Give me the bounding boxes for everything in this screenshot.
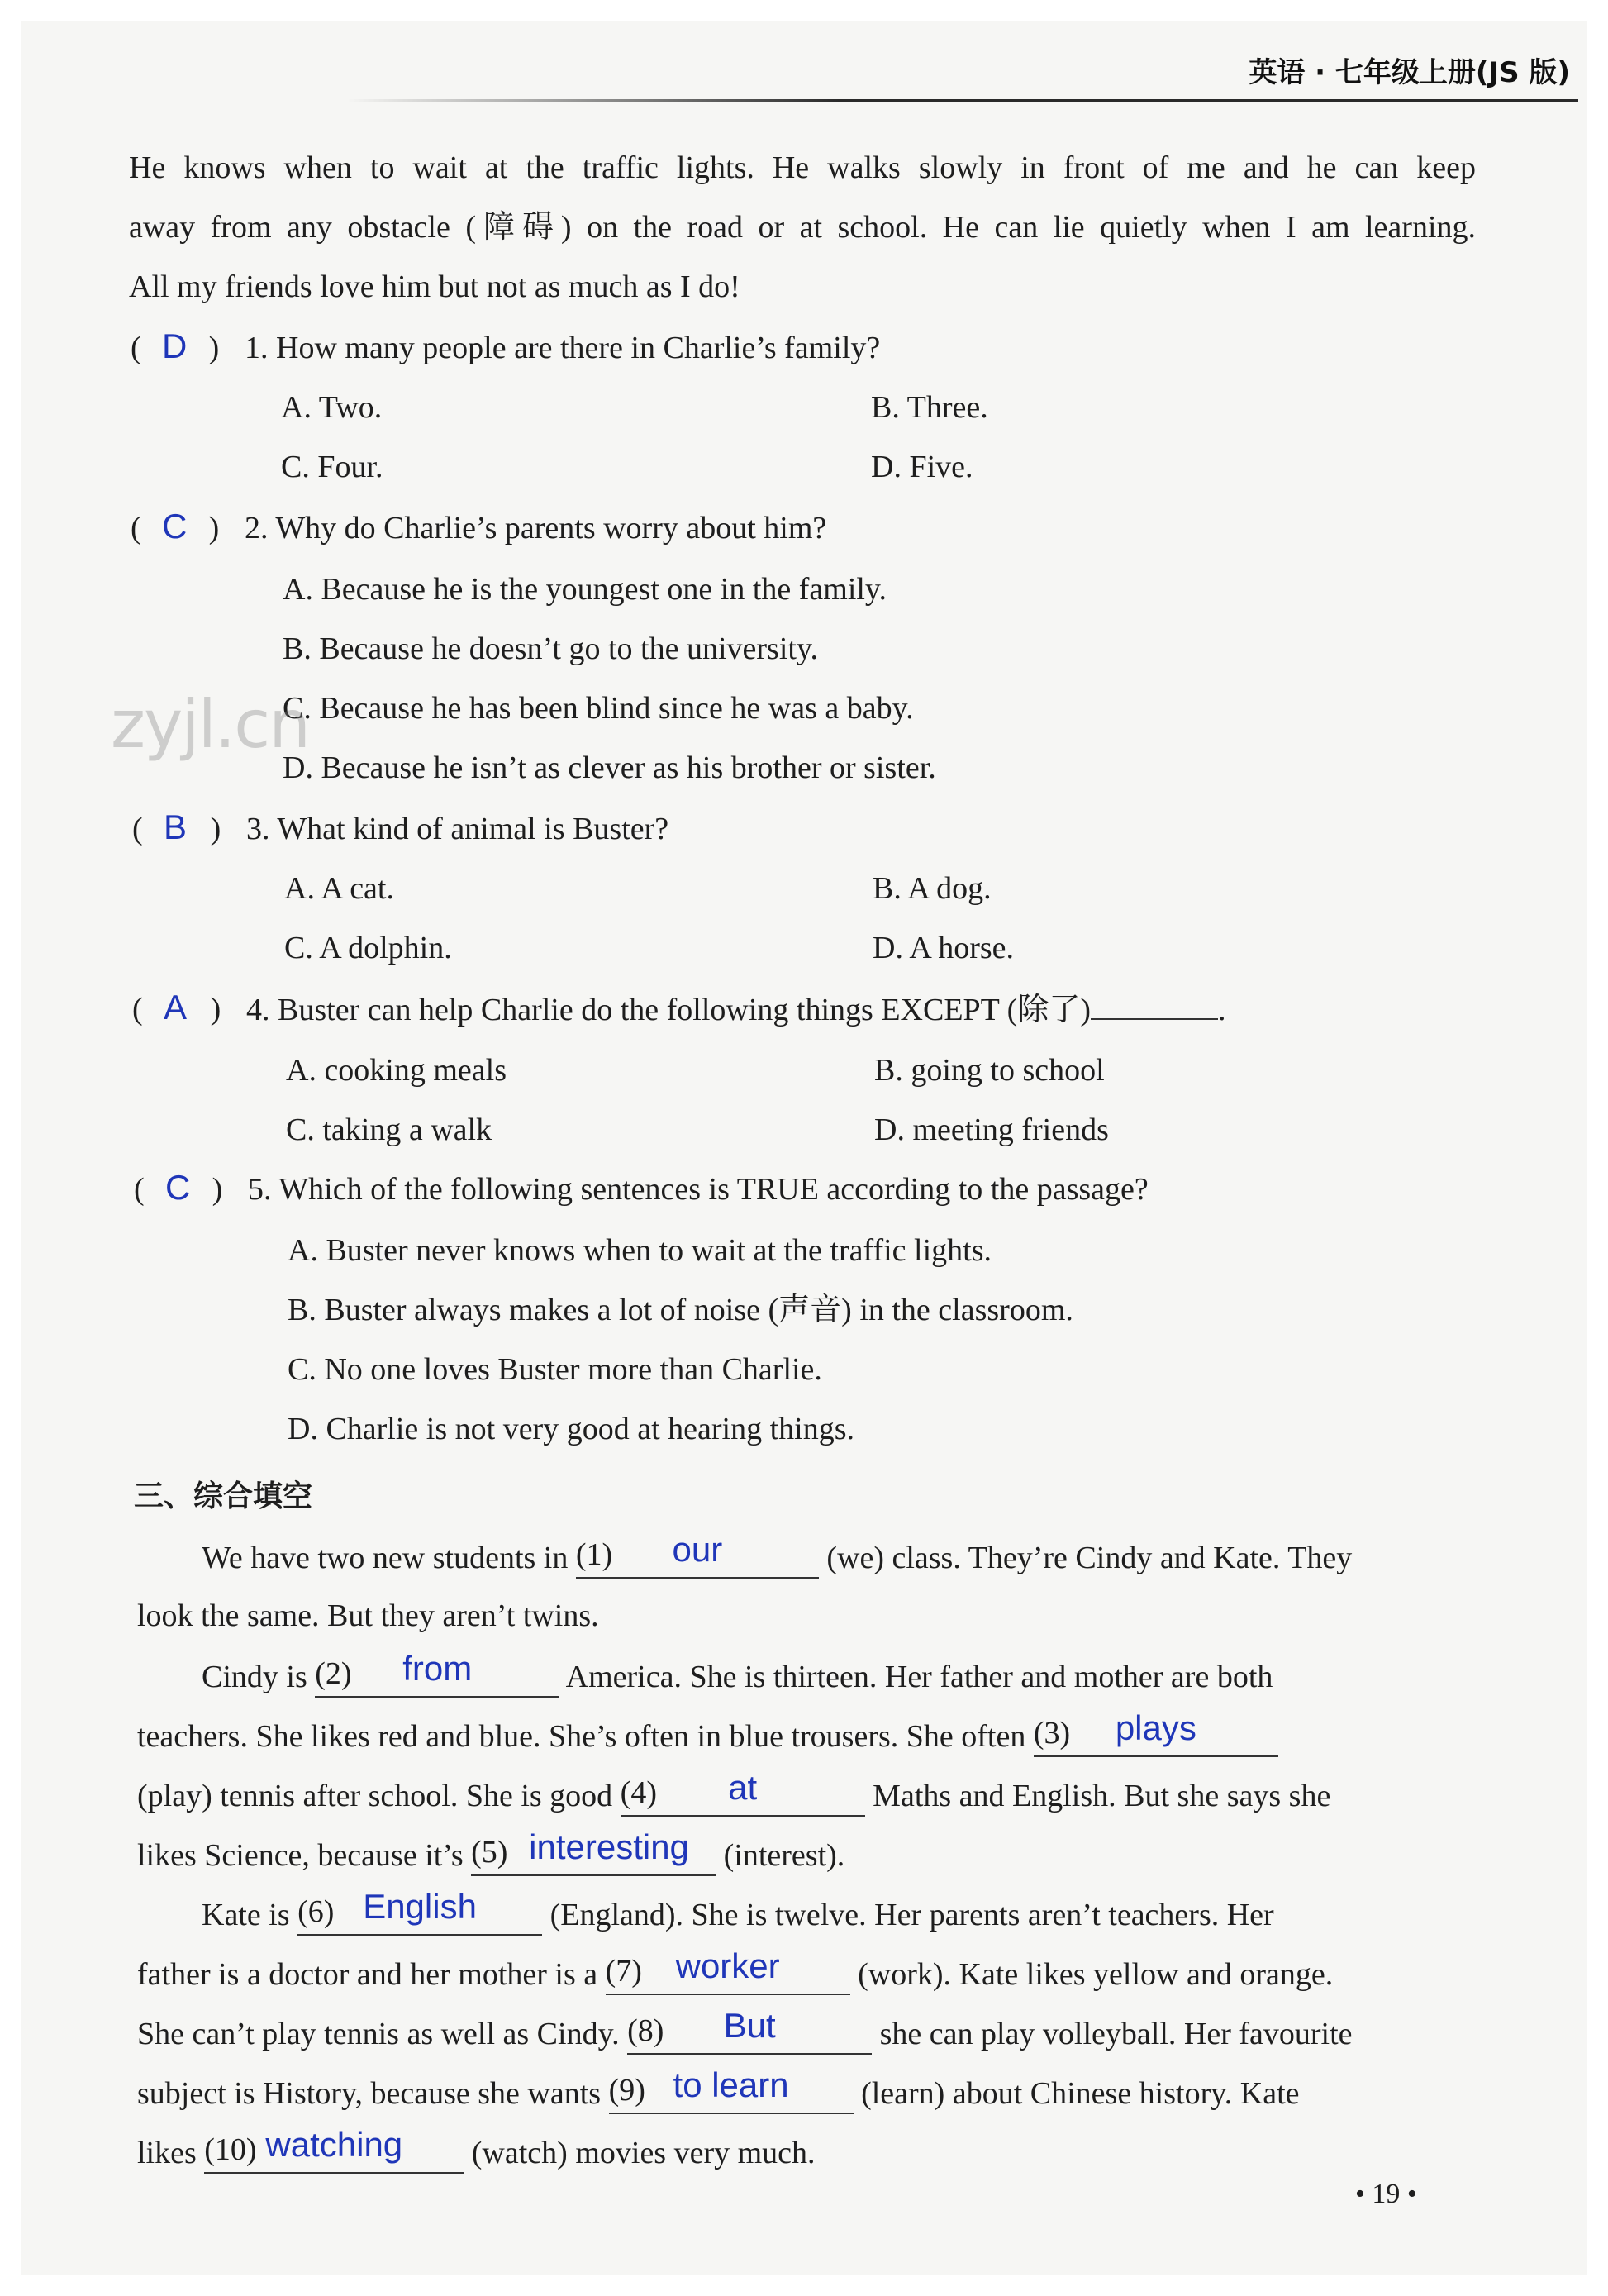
section-title: 三、综合填空	[134, 1479, 313, 1513]
answer-choice: D	[162, 326, 188, 365]
option: B. A dog.	[873, 871, 992, 906]
blank-answer: from	[402, 1649, 473, 1688]
passage-line: away from any obstacle (障碍) on the road or at school. He can lie quietly when I am learning.	[129, 210, 1476, 245]
fill-blank	[204, 2125, 464, 2174]
cloze-text: We have two new students in	[202, 1541, 569, 1575]
page-header: 英语 · 七年级上册(JS 版)	[1249, 56, 1570, 89]
blank-answer: watching	[265, 2125, 403, 2164]
answer-bracket: ( ) D	[131, 326, 220, 365]
cloze-line	[137, 2125, 816, 2174]
option: D. Because he isn’t as clever as his brother or sister.	[283, 750, 936, 785]
blank-number: (3)	[1033, 1716, 1071, 1751]
cloze-text: teachers. She likes red and blue. She’s often in blue trousers. She often	[137, 1719, 1026, 1754]
cloze-line	[137, 2006, 1353, 2055]
fill-blank	[627, 2006, 872, 2055]
question-stem: 2. Why do Charlie’s parents worry about him?	[245, 511, 827, 545]
fill-blank	[315, 1649, 559, 1698]
page-number: • 19 •	[1355, 2179, 1417, 2209]
option: B. Buster always makes a lot of noise (声音) in the classroom.	[288, 1293, 1073, 1327]
fill-blank	[1033, 1708, 1278, 1757]
option: C. A dolphin.	[284, 931, 452, 965]
fill-blank	[471, 1827, 716, 1876]
cloze-text: America. She is thirteen. Her father and mother are both	[565, 1660, 1273, 1694]
cloze-line	[137, 1946, 1334, 1995]
cloze-text: (watch) movies very much.	[471, 2136, 816, 2170]
cloze-line	[137, 1768, 1331, 1817]
cloze-text: father is a doctor and her mother is a	[137, 1957, 598, 1992]
blank-answer: English	[363, 1887, 477, 1926]
blank-answer: to learn	[673, 2065, 789, 2104]
question-stem: 1. How many people are there in Charlie’s family?	[245, 331, 881, 365]
cloze-text: (England). She is twelve. Her parents aren’t teachers. Her	[549, 1898, 1274, 1932]
cloze-line	[137, 1708, 1278, 1757]
blank-number: (7)	[605, 1954, 642, 1989]
blank-answer: But	[723, 2006, 776, 2045]
cloze-text: Kate is	[202, 1898, 290, 1932]
cloze-text: (play) tennis after school. She is good	[137, 1779, 613, 1813]
cloze-text: (interest).	[723, 1838, 845, 1873]
fill-blank	[605, 1946, 850, 1995]
blank-number: (4)	[620, 1775, 657, 1810]
question-stem: 4. Buster can help Charlie do the following things EXCEPT (除了) .	[246, 988, 1226, 1031]
cloze-line	[202, 1530, 1353, 1579]
cloze-text: (work). Kate likes yellow and orange.	[858, 1957, 1334, 1992]
header-rule	[347, 99, 1578, 102]
blank-answer: worker	[675, 1946, 780, 1985]
blank-answer: interesting	[529, 1827, 689, 1866]
question-stem: 5. Which of the following sentences is TRUE according to the passage?	[248, 1172, 1149, 1207]
cloze-text: (learn) about Chinese history. Kate	[861, 2076, 1300, 2111]
option: A. cooking meals	[286, 1053, 507, 1088]
blank-number: (5)	[471, 1835, 508, 1870]
cloze-text: Cindy is	[202, 1660, 307, 1694]
option: C. Four.	[281, 450, 383, 484]
option: D. A horse.	[873, 931, 1014, 965]
question-stem: 3. What kind of animal is Buster?	[246, 812, 669, 846]
cloze-line	[137, 1827, 845, 1876]
option: A. Two.	[281, 390, 383, 425]
passage-line: All my friends love him but not as much as I do!	[129, 269, 740, 304]
option: B. Because he doesn’t go to the university.	[283, 631, 818, 666]
answer-blank-line	[1091, 988, 1218, 1020]
blank-answer: plays	[1115, 1708, 1196, 1747]
answer-choice: C	[165, 1168, 191, 1207]
answer-bracket: ( ) B	[132, 807, 221, 846]
fill-blank	[608, 2065, 854, 2114]
cloze-line	[202, 1887, 1274, 1936]
cloze-text: subject is History, because she wants	[137, 2076, 602, 2111]
blank-number: (1)	[575, 1537, 613, 1572]
option: A. Buster never knows when to wait at the traffic lights.	[288, 1233, 992, 1268]
fill-blank	[575, 1530, 819, 1579]
option: B. Three.	[871, 390, 988, 425]
option: C. taking a walk	[286, 1112, 492, 1147]
cloze-line	[202, 1649, 1273, 1698]
option: C. No one loves Buster more than Charlie.	[288, 1352, 822, 1387]
option: A. Because he is the youngest one in the family.	[283, 572, 887, 607]
answer-bracket: ( ) A	[132, 988, 221, 1027]
blank-answer: at	[728, 1768, 758, 1807]
cloze-line: look the same. But they aren’t twins.	[137, 1598, 599, 1633]
option: D. Charlie is not very good at hearing things.	[288, 1412, 854, 1446]
option: C. Because he has been blind since he was a baby.	[283, 691, 914, 726]
fill-blank	[297, 1887, 542, 1936]
answer-choice: B	[164, 807, 188, 846]
cloze-text: (we) class. They’re Cindy and Kate. They	[826, 1541, 1353, 1575]
answer-choice: A	[164, 988, 188, 1027]
blank-number: (6)	[297, 1894, 335, 1929]
cloze-text: she can play volleyball. Her favourite	[879, 2017, 1353, 2051]
answer-bracket: ( ) C	[134, 1168, 223, 1207]
cloze-line	[137, 2065, 1300, 2114]
blank-answer: our	[672, 1530, 723, 1569]
question-stem-text: 4. Buster can help Charlie do the following things EXCEPT (除了)	[246, 993, 1091, 1027]
answer-bracket: ( ) C	[131, 507, 220, 545]
cloze-text: She can’t play tennis as well as Cindy.	[137, 2017, 620, 2051]
blank-number: (2)	[315, 1656, 352, 1691]
option: A. A cat.	[284, 871, 394, 906]
answer-choice: C	[162, 507, 188, 545]
blank-number: (8)	[627, 2013, 664, 2048]
blank-number: (10)	[204, 2132, 257, 2167]
option: D. meeting friends	[874, 1112, 1109, 1147]
cloze-text: likes	[137, 2136, 197, 2170]
cloze-text: likes Science, because it’s	[137, 1838, 464, 1873]
watermark: zyjl.cn	[111, 686, 309, 763]
option: B. going to school	[874, 1053, 1105, 1088]
option: D. Five.	[871, 450, 973, 484]
fill-blank	[620, 1768, 865, 1817]
passage-line: He knows when to wait at the traffic lights. He walks slowly in front of me and he can keep	[129, 150, 1476, 185]
blank-number: (9)	[608, 2073, 645, 2108]
cloze-text: Maths and English. But she says she	[873, 1779, 1331, 1813]
